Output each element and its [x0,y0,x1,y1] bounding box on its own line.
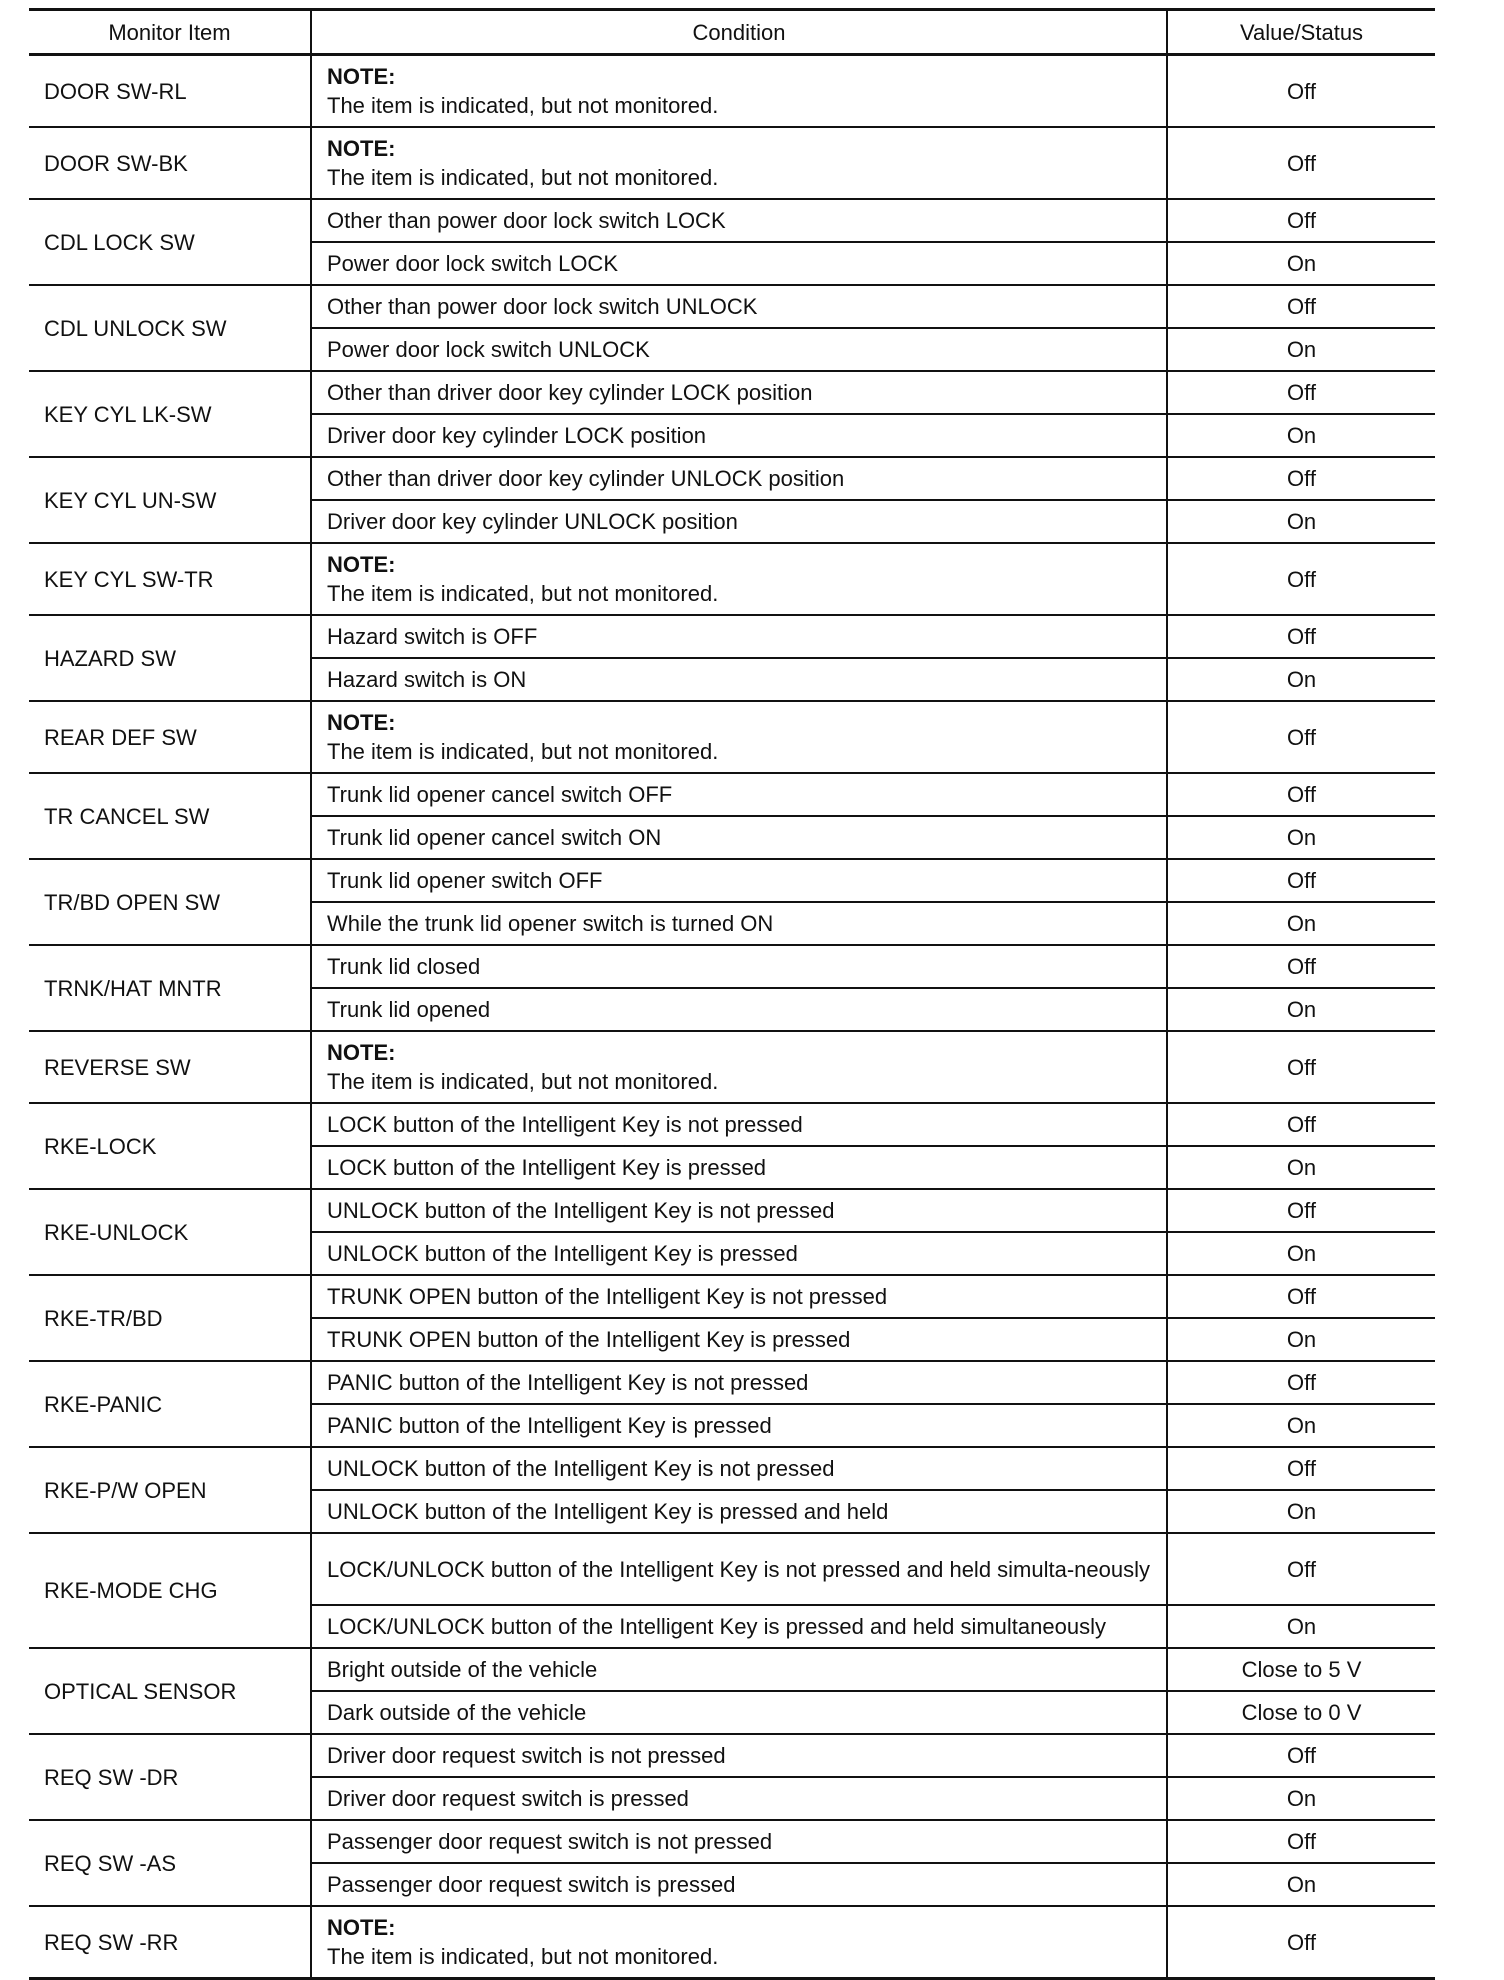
table-row [29,127,1435,199]
condition-cell: Other than driver door key cylinder LOCK position [311,371,1167,414]
condition-cell: Trunk lid opened [311,988,1167,1031]
monitor-item-cell: REVERSE SW [29,1031,311,1103]
condition-cell: UNLOCK button of the Intelligent Key is not pressed [311,1447,1167,1490]
monitor-item-cell: KEY CYL UN-SW [29,457,311,543]
value-status-cell: Off [1167,1533,1435,1605]
note-label: NOTE: [327,136,396,161]
table-row [29,701,1435,773]
condition-cell: UNLOCK button of the Intelligent Key is pressed and held [311,1490,1167,1533]
header-condition: Condition [311,10,1167,55]
table-row [29,371,1435,414]
value-status-cell: On [1167,902,1435,945]
condition-cell: Hazard switch is ON [311,658,1167,701]
value-status-cell: On [1167,1146,1435,1189]
monitor-item-cell: RKE-TR/BD [29,1275,311,1361]
header-monitor-item: Monitor Item [29,10,311,55]
note-text: The item is indicated, but not monitored. [327,165,719,190]
table-body [29,55,1435,1979]
value-status-cell: Off [1167,1275,1435,1318]
value-status-cell: Off [1167,127,1435,199]
note-text: The item is indicated, but not monitored. [327,1069,719,1094]
condition-cell: LOCK/UNLOCK button of the Intelligent Key is pressed and held simultaneously [311,1605,1167,1648]
condition-cell: Trunk lid opener switch OFF [311,859,1167,902]
condition-cell: LOCK button of the Intelligent Key is pressed [311,1146,1167,1189]
monitor-item-cell: REAR DEF SW [29,701,311,773]
value-status-cell: Off [1167,1103,1435,1146]
table-row [29,773,1435,816]
condition-cell: Power door lock switch LOCK [311,242,1167,285]
condition-cell: Trunk lid opener cancel switch OFF [311,773,1167,816]
monitor-item-cell: TR CANCEL SW [29,773,311,859]
condition-cell: While the trunk lid opener switch is turned ON [311,902,1167,945]
value-status-cell: Off [1167,1189,1435,1232]
note-text: The item is indicated, but not monitored. [327,739,719,764]
value-status-cell: On [1167,328,1435,371]
condition-cell: UNLOCK button of the Intelligent Key is not pressed [311,1189,1167,1232]
value-status-cell: Off [1167,371,1435,414]
value-status-cell: Close to 5 V [1167,1648,1435,1691]
condition-cell [311,543,1167,615]
table-row [29,1820,1435,1863]
condition-cell [311,1906,1167,1979]
monitor-item-cell: RKE-UNLOCK [29,1189,311,1275]
condition-cell: Passenger door request switch is not pressed [311,1820,1167,1863]
condition-cell [311,55,1167,128]
value-status-cell: Off [1167,615,1435,658]
value-status-cell: Off [1167,859,1435,902]
monitor-item-cell: KEY CYL SW-TR [29,543,311,615]
table-row [29,1361,1435,1404]
condition-cell: PANIC button of the Intelligent Key is pressed [311,1404,1167,1447]
table-row [29,859,1435,902]
condition-cell: Driver door request switch is pressed [311,1777,1167,1820]
note-label: NOTE: [327,1040,396,1065]
table-row [29,285,1435,328]
value-status-cell: Off [1167,285,1435,328]
table-row [29,543,1435,615]
monitor-item-cell: RKE-P/W OPEN [29,1447,311,1533]
table-header-row [29,10,1435,55]
table-row [29,1103,1435,1146]
value-status-cell: On [1167,1490,1435,1533]
value-status-cell: Off [1167,543,1435,615]
table-row [29,1648,1435,1691]
monitor-item-cell: RKE-MODE CHG [29,1533,311,1648]
condition-cell: Driver door request switch is not pressed [311,1734,1167,1777]
value-status-cell: Off [1167,1906,1435,1979]
condition-cell: Other than power door lock switch LOCK [311,199,1167,242]
value-status-cell: Off [1167,55,1435,128]
condition-cell: Passenger door request switch is pressed [311,1863,1167,1906]
note-text: The item is indicated, but not monitored. [327,93,719,118]
table-row [29,199,1435,242]
monitor-item-cell: CDL UNLOCK SW [29,285,311,371]
condition-cell: PANIC button of the Intelligent Key is not pressed [311,1361,1167,1404]
value-status-cell: On [1167,1777,1435,1820]
monitor-item-cell: REQ SW -AS [29,1820,311,1906]
value-status-cell: Off [1167,457,1435,500]
value-status-cell: Off [1167,199,1435,242]
header-value-status: Value/Status [1167,10,1435,55]
value-status-cell: On [1167,988,1435,1031]
condition-cell: LOCK/UNLOCK button of the Intelligent Key is not pressed and held simulta-neously [311,1533,1167,1605]
condition-cell: Hazard switch is OFF [311,615,1167,658]
monitor-item-cell: DOOR SW-BK [29,127,311,199]
monitor-item-cell: REQ SW -DR [29,1734,311,1820]
value-status-cell: On [1167,414,1435,457]
condition-cell: Power door lock switch UNLOCK [311,328,1167,371]
table-row [29,1031,1435,1103]
value-status-cell: On [1167,500,1435,543]
condition-cell: Dark outside of the vehicle [311,1691,1167,1734]
note-label: NOTE: [327,64,396,89]
value-status-cell: Off [1167,1820,1435,1863]
note-label: NOTE: [327,552,396,577]
value-status-cell: Off [1167,773,1435,816]
table-row [29,1275,1435,1318]
table-row [29,1906,1435,1979]
table-row [29,1533,1435,1605]
condition-cell [311,1031,1167,1103]
table-row [29,945,1435,988]
monitor-item-cell: RKE-PANIC [29,1361,311,1447]
monitor-item-cell: TR/BD OPEN SW [29,859,311,945]
value-status-cell: On [1167,1318,1435,1361]
monitor-item-cell: HAZARD SW [29,615,311,701]
table-row [29,55,1435,128]
condition-cell: Driver door key cylinder UNLOCK position [311,500,1167,543]
condition-cell: Bright outside of the vehicle [311,1648,1167,1691]
monitor-item-cell: RKE-LOCK [29,1103,311,1189]
value-status-cell: On [1167,1232,1435,1275]
condition-cell [311,127,1167,199]
value-status-cell: Off [1167,1447,1435,1490]
condition-cell: Other than power door lock switch UNLOCK [311,285,1167,328]
value-status-cell: Off [1167,1031,1435,1103]
value-status-cell: Off [1167,945,1435,988]
condition-cell: TRUNK OPEN button of the Intelligent Key is pressed [311,1318,1167,1361]
monitor-item-cell: CDL LOCK SW [29,199,311,285]
monitor-item-cell: OPTICAL SENSOR [29,1648,311,1734]
monitor-item-cell: REQ SW -RR [29,1906,311,1979]
condition-cell: Other than driver door key cylinder UNLOCK position [311,457,1167,500]
value-status-cell: On [1167,1404,1435,1447]
condition-cell: Trunk lid opener cancel switch ON [311,816,1167,859]
table-row [29,457,1435,500]
table-row [29,1447,1435,1490]
condition-cell: UNLOCK button of the Intelligent Key is pressed [311,1232,1167,1275]
condition-cell: Driver door key cylinder LOCK position [311,414,1167,457]
value-status-cell: On [1167,1863,1435,1906]
monitor-item-cell: KEY CYL LK-SW [29,371,311,457]
value-status-cell: Off [1167,701,1435,773]
monitor-item-cell: TRNK/HAT MNTR [29,945,311,1031]
value-status-cell: On [1167,1605,1435,1648]
condition-cell: LOCK button of the Intelligent Key is not pressed [311,1103,1167,1146]
note-text: The item is indicated, but not monitored. [327,581,719,606]
note-label: NOTE: [327,1915,396,1940]
monitor-item-cell: DOOR SW-RL [29,55,311,128]
value-status-cell: Off [1167,1361,1435,1404]
value-status-cell: On [1167,816,1435,859]
note-text: The item is indicated, but not monitored. [327,1944,719,1969]
value-status-cell: Close to 0 V [1167,1691,1435,1734]
condition-cell: Trunk lid closed [311,945,1167,988]
table-row [29,1734,1435,1777]
table-row [29,1189,1435,1232]
monitor-item-table [29,8,1435,1980]
note-label: NOTE: [327,710,396,735]
table-row [29,615,1435,658]
value-status-cell: On [1167,242,1435,285]
condition-cell [311,701,1167,773]
value-status-cell: On [1167,658,1435,701]
condition-cell: TRUNK OPEN button of the Intelligent Key is not pressed [311,1275,1167,1318]
value-status-cell: Off [1167,1734,1435,1777]
